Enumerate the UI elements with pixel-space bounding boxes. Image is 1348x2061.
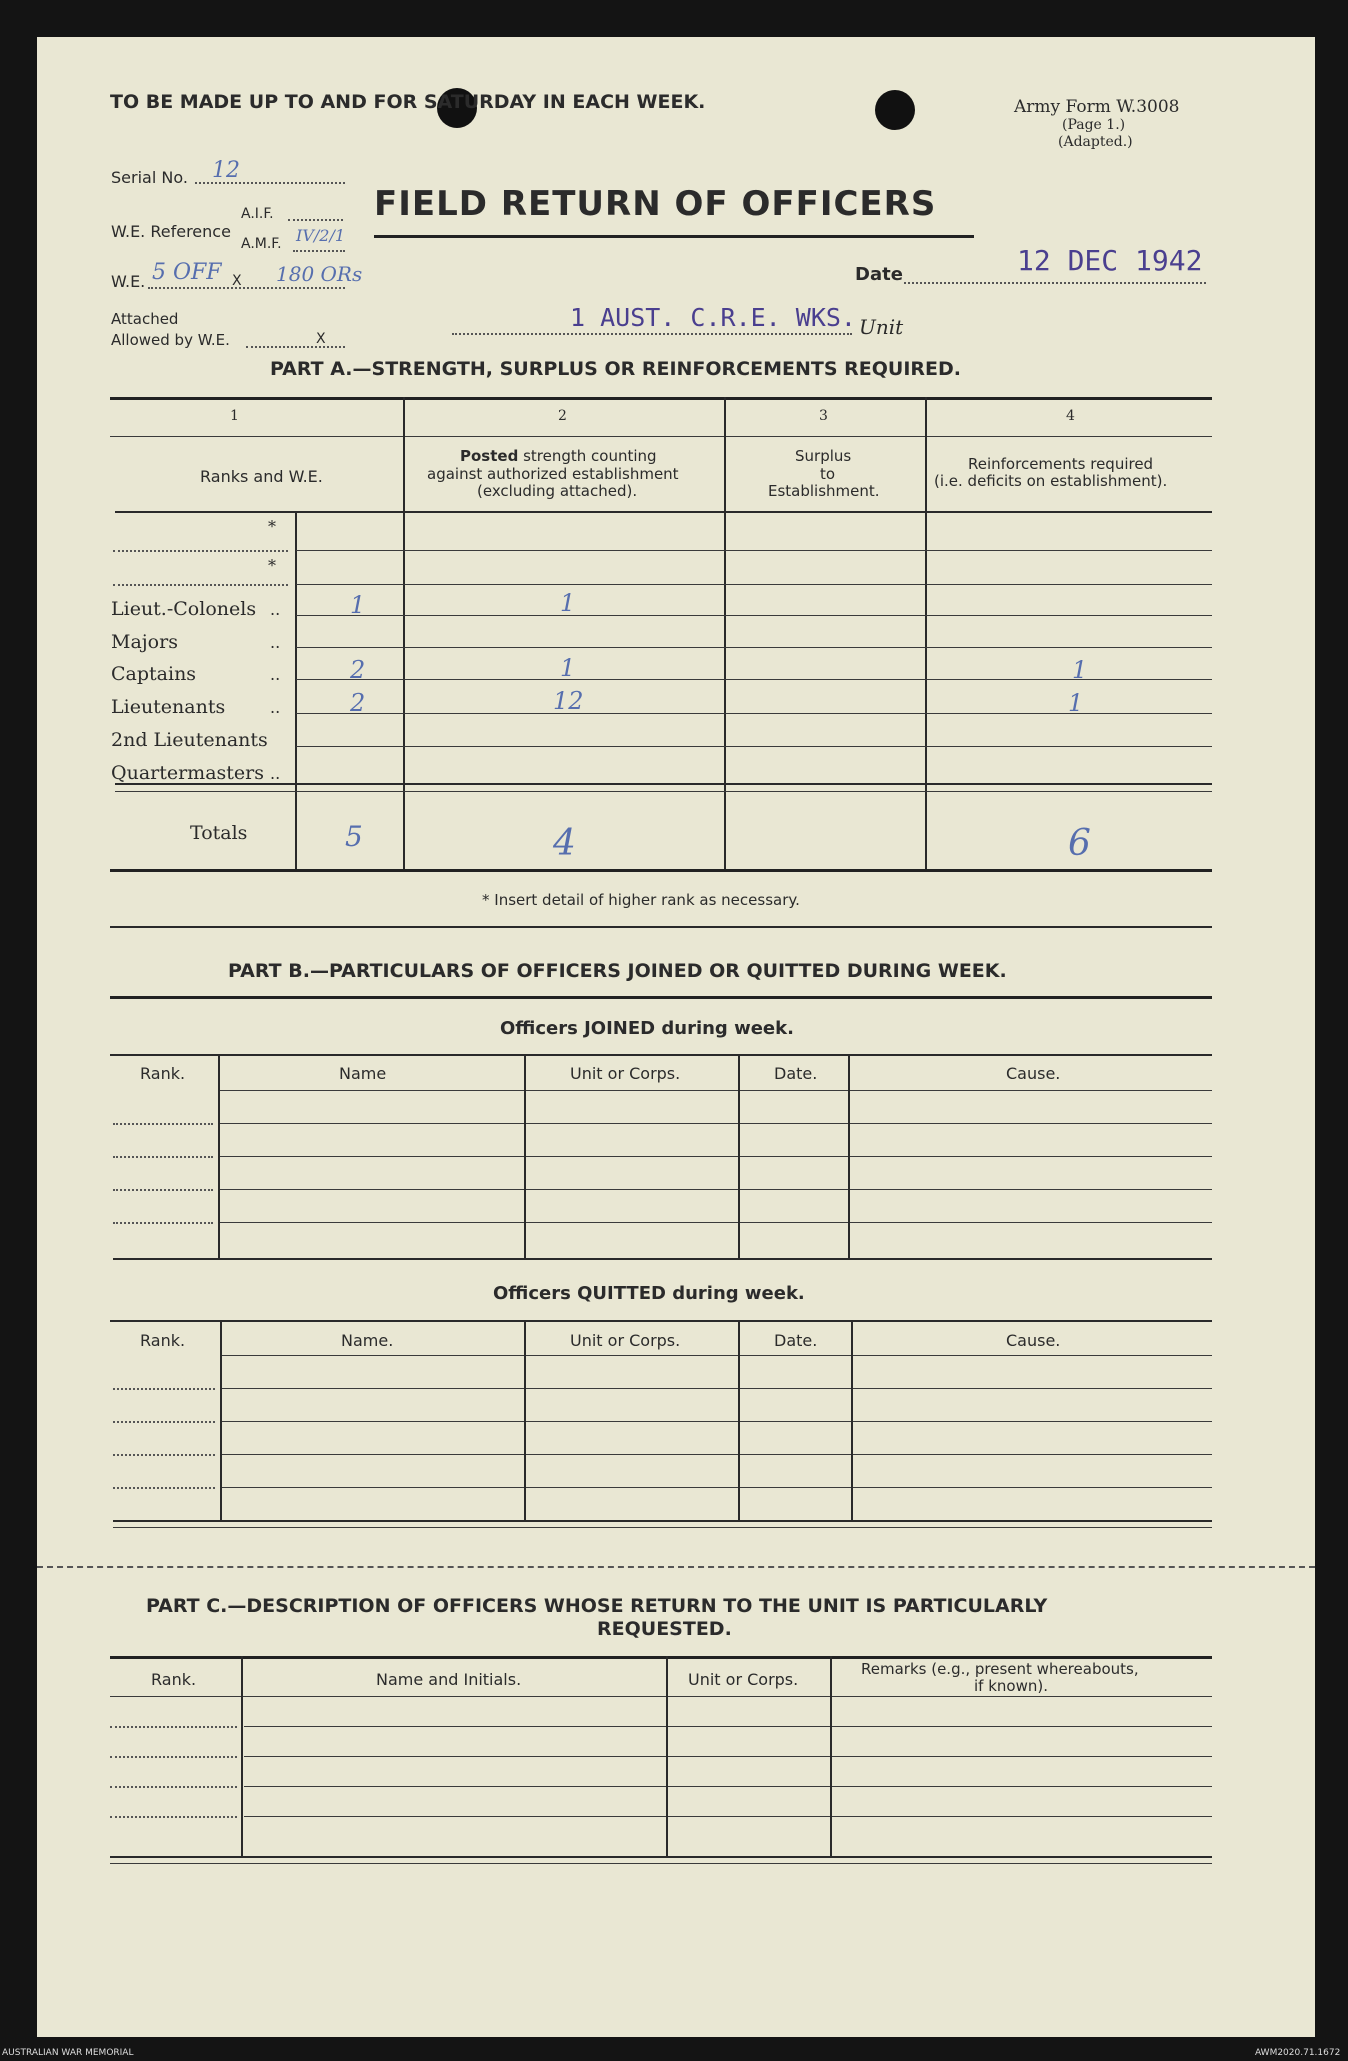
- part-b-heading: PART B.—PARTICULARS OF OFFICERS JOINED OR QUITTED DURING WEEK.: [228, 960, 1007, 982]
- allowed-x: X: [316, 331, 326, 347]
- footer-accession: AWM2020.71.1672: [1255, 2048, 1341, 2058]
- perforation-line: [37, 1566, 1315, 1568]
- col1-header: Ranks and W.E.: [200, 467, 323, 486]
- we-value-2: 180 ORs: [276, 262, 363, 286]
- joined-heading: Officers JOINED during week.: [500, 1018, 794, 1039]
- we-value-cell: 1: [350, 591, 366, 619]
- col-number-1: 1: [230, 408, 239, 424]
- totals-label: Totals: [190, 822, 248, 844]
- col3-header-line2: to: [820, 465, 836, 483]
- col4-header-line2: (i.e. deficits on establishment).: [934, 472, 1168, 490]
- joined-col-name: Name: [339, 1064, 387, 1083]
- we-x: X: [232, 273, 242, 289]
- form-number: Army Form W.3008: [1014, 97, 1180, 117]
- rank-label: 2nd Lieutenants: [111, 729, 268, 751]
- col-number-4: 4: [1066, 408, 1075, 424]
- posted-value-cell: 12: [553, 687, 584, 715]
- part-c-col-name: Name and Initials.: [376, 1670, 522, 1689]
- we-value: 5 OFF: [152, 260, 222, 285]
- unit-label: Unit: [859, 315, 904, 339]
- reinf-value-cell: 1: [1072, 656, 1088, 684]
- punch-hole-right: [875, 90, 915, 130]
- rank-label: Quartermasters: [111, 762, 264, 784]
- col2-header-line3: (excluding attached).: [477, 482, 638, 500]
- col3-header-line3: Establishment.: [768, 482, 880, 500]
- part-c-col-rank: Rank.: [151, 1670, 197, 1689]
- rank-label: Lieutenants: [111, 696, 226, 718]
- part-c-col-remarks-line1: Remarks (e.g., present whereabouts,: [861, 1660, 1139, 1678]
- part-c-heading-line1: PART C.—DESCRIPTION OF OFFICERS WHOSE RETURN TO THE UNIT IS PARTICULARLY: [146, 1595, 1048, 1617]
- col4-header-line1: Reinforcements required: [968, 455, 1154, 473]
- date-label: Date: [855, 264, 903, 285]
- rank-label: Majors: [111, 631, 178, 653]
- amf-value: IV/2/1: [296, 226, 346, 245]
- reinf-value-cell: 1: [1068, 689, 1084, 717]
- col2-header-line1: Posted strength counting: [460, 447, 657, 465]
- serial-value: 12: [212, 158, 240, 183]
- part-a-footnote: * Insert detail of higher rank as necessary.: [482, 891, 800, 909]
- totals-reinf: 6: [1068, 823, 1091, 864]
- rank-label: Lieut.-Colonels: [111, 598, 257, 620]
- instruction-text: TO BE MADE UP TO AND FOR SATURDAY IN EACH WEEK.: [110, 91, 706, 113]
- star-row-2: *: [268, 556, 276, 575]
- posted-value-cell: 1: [560, 654, 576, 682]
- footer-credit: AUSTRALIAN WAR MEMORIAL: [2, 2048, 134, 2058]
- serial-label: Serial No.: [111, 168, 188, 187]
- joined-col-rank: Rank.: [140, 1064, 186, 1083]
- quitted-col-date: Date.: [774, 1331, 818, 1350]
- unit-stamp: 1 AUST. C.R.E. WKS.: [570, 303, 856, 332]
- aif-label: A.I.F.: [241, 206, 274, 222]
- totals-posted: 4: [553, 823, 576, 864]
- quitted-col-rank: Rank.: [140, 1331, 186, 1350]
- col3-header-line1: Surplus: [795, 447, 852, 465]
- attached-label: Attached: [111, 310, 179, 328]
- amf-label: A.M.F.: [241, 236, 282, 252]
- posted-value-cell: 1: [560, 589, 576, 617]
- col-number-2: 2: [558, 408, 567, 424]
- date-stamp: 12 DEC 1942: [1017, 244, 1203, 277]
- joined-col-date: Date.: [774, 1064, 818, 1083]
- part-a-heading: PART A.—STRENGTH, SURPLUS OR REINFORCEMENTS REQUIRED.: [270, 358, 962, 380]
- we-reference-label: W.E. Reference: [111, 222, 231, 241]
- quitted-col-name: Name.: [341, 1331, 394, 1350]
- we-label: W.E.: [111, 272, 146, 291]
- joined-col-unit: Unit or Corps.: [570, 1064, 681, 1083]
- totals-we: 5: [345, 820, 363, 853]
- star-row-1: *: [268, 517, 276, 536]
- allowed-label: Allowed by W.E.: [111, 331, 230, 349]
- form-page: (Page 1.): [1062, 117, 1126, 133]
- joined-col-cause: Cause.: [1006, 1064, 1061, 1083]
- rank-label: Captains: [111, 663, 197, 685]
- part-c-col-remarks-line2: if known).: [974, 1677, 1048, 1695]
- form-adapted: (Adapted.): [1058, 134, 1133, 150]
- quitted-heading: Officers QUITTED during week.: [493, 1283, 805, 1304]
- we-value-cell: 2: [350, 656, 366, 684]
- col2-header-line2: against authorized establishment: [427, 465, 679, 483]
- quitted-col-unit: Unit or Corps.: [570, 1331, 681, 1350]
- part-c-col-unit: Unit or Corps.: [688, 1670, 799, 1689]
- col-number-3: 3: [819, 408, 828, 424]
- quitted-col-cause: Cause.: [1006, 1331, 1061, 1350]
- we-value-cell: 2: [350, 689, 366, 717]
- page-title: FIELD RETURN OF OFFICERS: [374, 184, 937, 224]
- part-c-heading-line2: REQUESTED.: [597, 1618, 732, 1640]
